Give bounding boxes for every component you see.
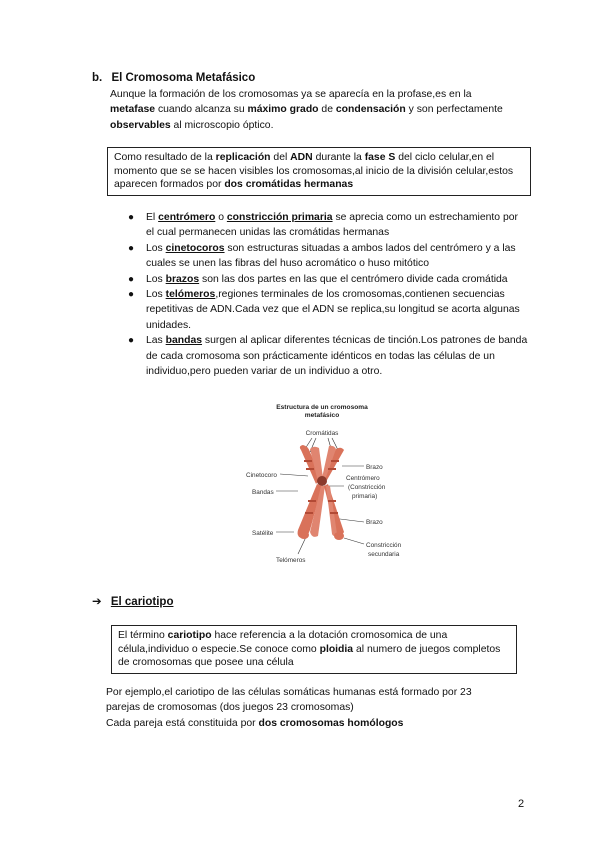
- label-cromatidas: Cromátidas: [305, 430, 339, 437]
- label-bandas: Bandas: [252, 489, 274, 496]
- bullet-icon: ●: [128, 212, 135, 223]
- chromosome-shape: [298, 445, 344, 540]
- label-telomeros: Telómeros: [276, 557, 306, 564]
- figure-title-line1: Estructura de un cromosoma: [276, 404, 368, 411]
- list-item: ● Los brazos son las dos partes en las que el centrómero divide cada cromátida: [128, 272, 528, 287]
- label-brazo-2: Brazo: [366, 519, 383, 526]
- bullet-icon: ●: [128, 273, 135, 285]
- cariotipo-definition-box: El término cariotipo hace referencia a la dotación cromosomica de una célula,individuo o especie.Se conoce como ploidia al numero de juegos completos de cromosomas que posee una célula: [111, 625, 517, 674]
- list-item: ● Los telómeros,regiones terminales de los cromosomas,contienen secuencias repetitivas de ADN.Cada vez que el ADN se replica,su longitud se acorta algunas unidades.: [128, 289, 520, 331]
- bullet-icon: ●: [128, 335, 135, 347]
- page-number: 2: [518, 798, 525, 810]
- list-item: ● Las bandas surgen al aplicar diferentes técnicas de tinción.Los patrones de banda de cada cromosoma son prácticamente idénticos en todas las células de un individuo,pero pueden variar de un individuo a otro.: [128, 335, 528, 378]
- label-centromero-2: (Constricción: [348, 484, 386, 491]
- cariotipo-heading: [92, 594, 173, 608]
- label-constriccion-2: secundaria: [368, 551, 400, 558]
- list-item: ● Los cinetocoros son estructuras situadas a ambos lados del centrómero y a las cuales se unen las fibras del huso acromático o huso mitótico: [128, 242, 516, 270]
- bullet-icon: ●: [128, 289, 135, 301]
- section-b-title: El Cromosoma Metafásico: [111, 72, 256, 84]
- replication-info-box: Como resultado de la replicación del ADN durante la fase S del ciclo celular,en el momento que se se hacen visibles los cromosomas,al inicio de la división celular,estos aparecen formados por dos cromátidas hermanas: [107, 147, 531, 196]
- metaphase-chromosome-figure: [246, 400, 416, 565]
- cariotipo-title: El cariotipo: [110, 596, 174, 608]
- section-b-heading: [92, 72, 255, 84]
- label-cinetocoro: Cinetocoro: [246, 472, 277, 479]
- arrow-right-icon: ➔: [92, 596, 102, 608]
- list-item: ● El centrómero o constricción primaria se aprecia como un estrechamiento por el cual permanecen unidas las cromátidas hermanas: [128, 212, 518, 239]
- label-satelite: Satélite: [252, 530, 274, 537]
- chromosome-parts-list: [128, 210, 528, 379]
- cariotipo-example: Por ejemplo,el cariotipo de las células somáticas humanas está formado por 23 parejas de cromosomas (dos juegos 23 cromosomas) Cada pareja está constituida por dos cromosomas homólogos: [106, 687, 472, 729]
- label-centromero-3: primaria): [352, 493, 378, 500]
- label-brazo: Brazo: [366, 464, 383, 471]
- section-b-intro: Aunque la formación de los cromosomas ya se aparecía en la profase,es en la metafase cuando alcanza su máximo grado de condensación y son perfectamente observables al microscopio óptico.: [110, 89, 503, 131]
- section-b-marker: b.: [92, 72, 103, 84]
- label-constriccion-1: Constricción: [366, 542, 402, 549]
- figure-title-line2: metafásico: [304, 412, 340, 419]
- label-centromero-1: Centrómero: [346, 475, 380, 482]
- bullet-icon: ●: [128, 242, 135, 254]
